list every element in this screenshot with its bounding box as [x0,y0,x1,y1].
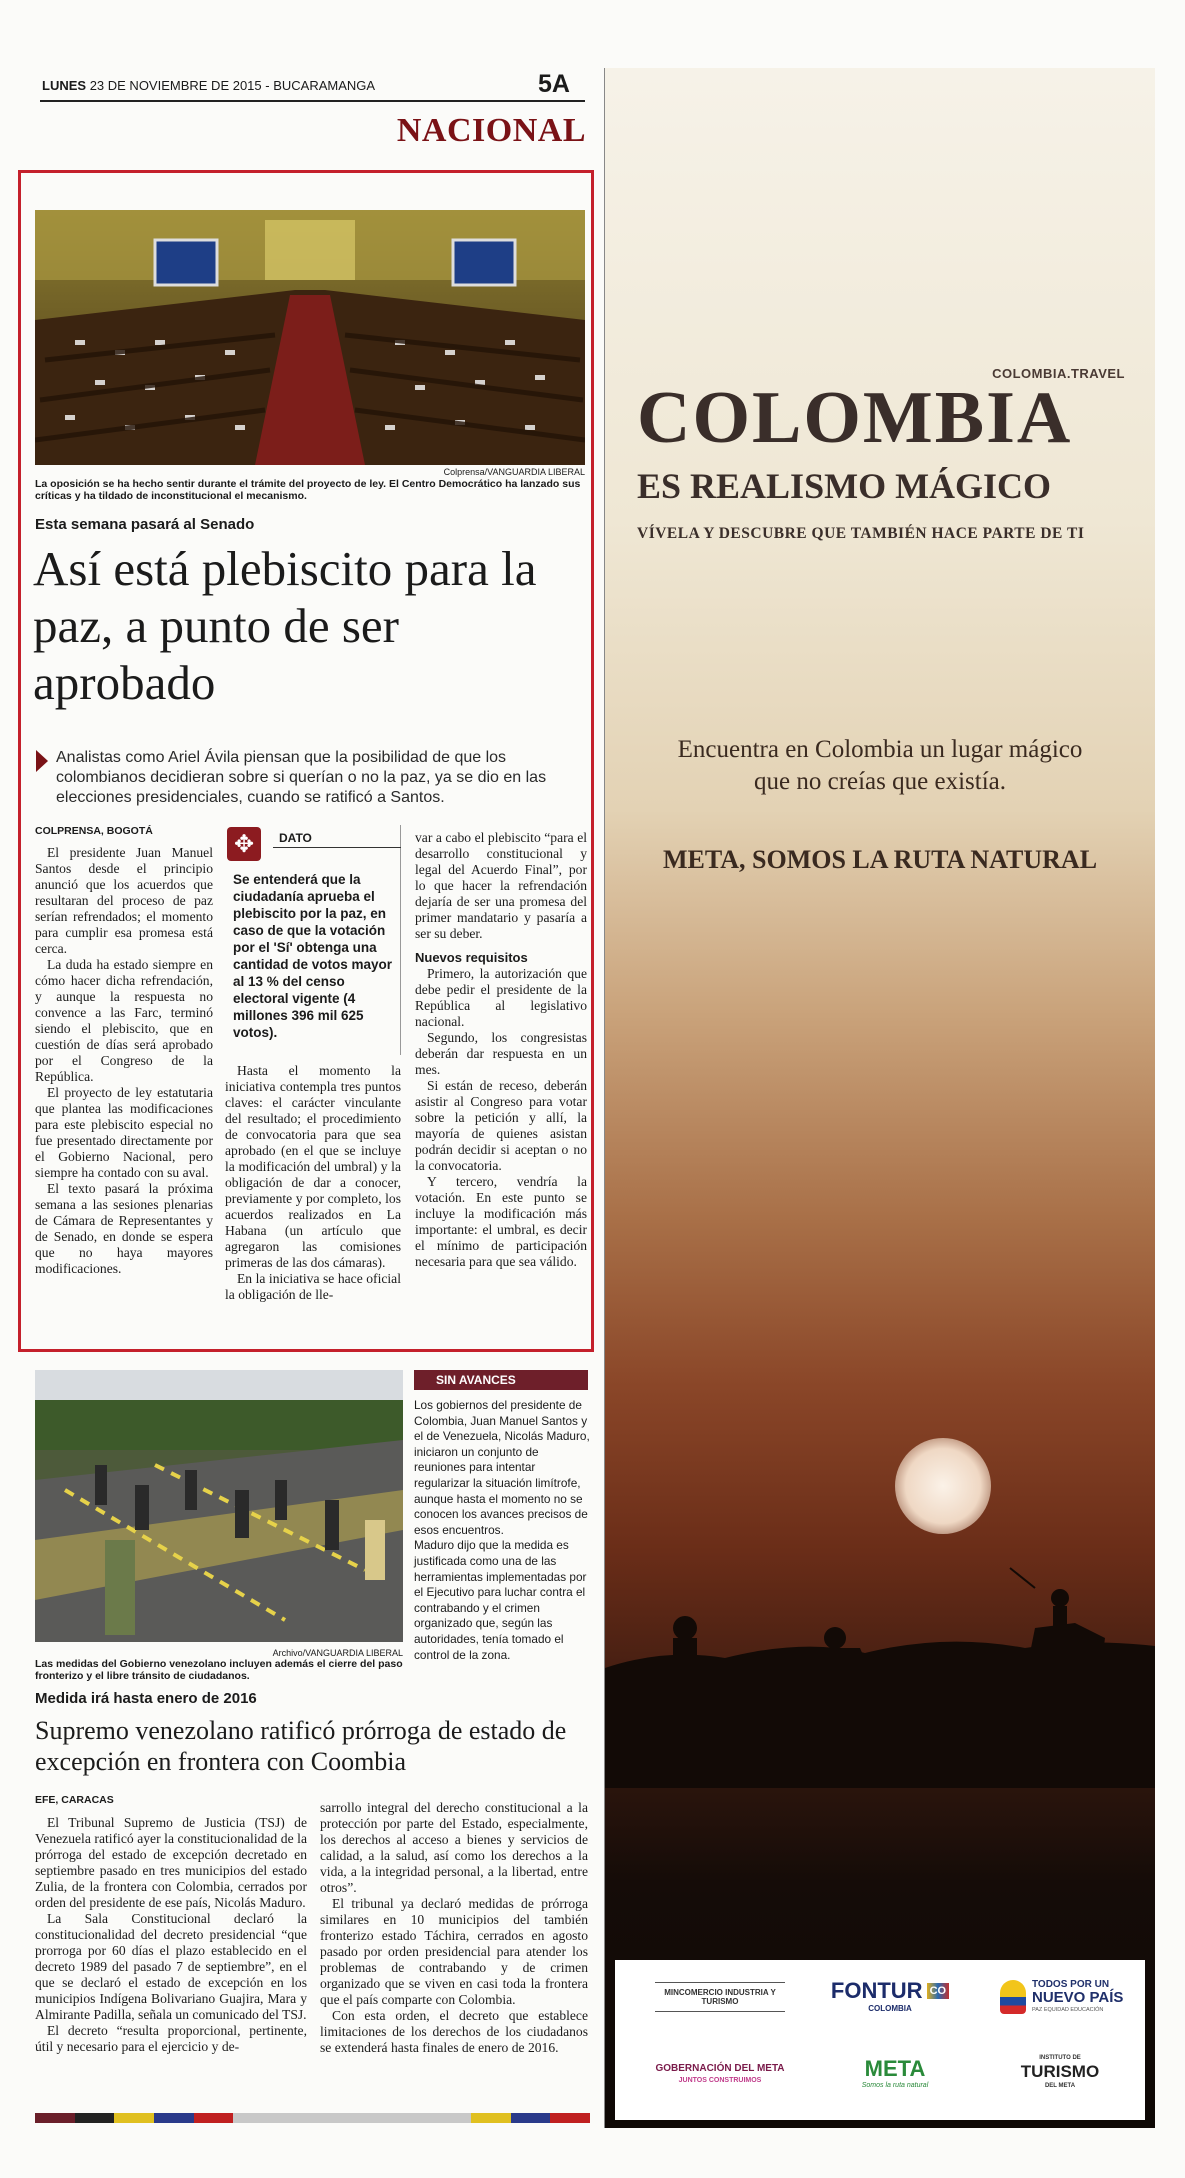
ad-tagline: VÍVELA Y DESCUBRE QUE TAMBIÉN HACE PARTE DE TI [637,525,1085,542]
story1-paragraph: En la iniciativa se hace oficial la obligación de lle- [225,1271,401,1302]
meta-logo: META Somos la ruta natural [861,2055,929,2089]
date-day: LUNES [42,78,87,93]
ad-subtitle: ES REALISMO MÁGICO [637,466,1052,506]
ad-slogan: META, SOMOS LA RUTA NATURAL [662,845,1098,874]
todos-flag-icon [1000,1980,1026,2014]
story1-byline: COLPRENSA, BOGOTÁ [35,825,153,837]
congress-photo-image [35,210,585,465]
story1-paragraph: La duda ha estado siempre en cómo hacer dicha refrendación, y aunque la respuesta no convence a las Farc, terminó siendo el plebiscito, que en cuestión de días será aprobado por el Congreso de la República. [35,957,213,1084]
story1-column-3 [415,830,587,1270]
congress-photo-credit: Colprensa/VANGUARDIA LIBERAL [443,467,585,477]
story1-column-2 [225,1063,401,1303]
colombia-ad [605,68,1155,2128]
ad-site: COLOMBIA.TRAVEL [992,366,1125,381]
story2-headline: Supremo venezolano ratificó prórroga de estado de excepción en frontera con Coombia [35,1716,567,1776]
story2-paragraph: La Sala Constitucional declaró la constitucionalidad del decreto presidencial “que prorroga por 60 días el plazo establecido en el decreto 1989 del pasado 7 de septiembre”, en el que se declaró el estado de excepción en los municipios Indígena Bolivariano Guajira, Mara y Almirante Padilla, señala un comunicado del TSJ. [35,1911,307,2022]
dato-text: Se entenderá que la ciudadanía aprueba el plebiscito por la paz, en caso de que la votación por el 'Sí' obtenga una cantidad de votos mayor al 13 % del censo electoral vigente (4 millones 396 mil 625 votos). [233,872,393,1040]
ad-logo-panel [615,1960,1145,2120]
story1-paragraph: var a cabo el plebiscito “para el desarrollo constitucional y legal del Acuerdo Final”, por lo que hacer la refrendación dejaría de ser una promesa del primer mandatario y pasaría a ser su deber. [415,830,587,941]
ad-silhouette [605,1528,1155,1788]
story2-paragraph: El tribunal ya declaró medidas de prórroga similares en 10 municipios del también fronterizo estado Táchira, cerrados en agosto pasado por orden presidencial para atender los problemas de contrabando y de crimen organizado que se viven en casi toda la frontera que el país comparte con Colombia. [320,1896,588,2007]
ad-sun [895,1438,991,1534]
story1-paragraph: Primero, la autorización que debe pedir el presidente de la República al legislativo nacional. [415,966,587,1029]
dek-arrow [36,750,48,772]
story1-column-1 [35,845,213,1277]
story2-byline: EFE, CARACAS [35,1794,114,1806]
sin-avances-text [414,1398,590,1663]
dato-box [225,825,401,1055]
footer-color-bar [35,2113,590,2123]
fontur-logo: FONTUR CO COLOMBIA [820,1974,960,2016]
congress-photo-caption: La oposición se ha hecho sentir durante el trámite del proyecto de ley. El Centro Democrático ha lanzado sus críticas y ha tildado de inconstitucional el mecanismo. [35,478,581,502]
header-rule [40,100,585,102]
story1-paragraph: El proyecto de ley estatutaria que plantea las modificaciones para este plebiscito especial no fue presentado directamente por el Gobierno Nacional, pero siempre ha contado con su aval. [35,1085,213,1180]
dato-icon: ✥ [227,827,261,861]
story2-column-2 [320,1800,588,2056]
story1-subhead: Nuevos requisitos [415,950,528,965]
story2-paragraph: El decreto “resulta proporcional, pertinente, útil y necesario para el ejercicio y de- [35,2023,307,2054]
gobernacion-meta-logo: GOBERNACIÓN DEL META JUNTOS CONSTRUIMOS [655,2062,785,2084]
story1-paragraph: Si están de receso, deberán asistir al Congreso para votar sobre la petición y allí, la mayoría de quienes asistan podrán decidir si aceptan o no la convocatoria. [415,1078,587,1173]
story1-headline: Así está plebiscito para la paz, a punto de ser aprobado [33,541,537,710]
story1-paragraph: El texto pasará la próxima semana a las sesiones plenarias de Cámara de Representantes y de Senado, en donde se espera que no haya mayores modificaciones. [35,1181,213,1276]
story1-paragraph: Y tercero, vendría la votación. En este punto se incluye la modificación más importante: el umbral, es decir el mínimo de participación necesaria para que sea válido. [415,1174,587,1269]
sidebar-paragraph: Maduro dijo que la medida es justificada como una de las herramientas implementadas por el Ejecutivo para luchar contra el contrabando y el crimen organizado que, según las autoridades, tenía tomado el control de la zona. [414,1538,587,1662]
todos-por-un-nuevo-pais-logo: TODOS POR UN NUEVO PAÍS PAZ EQUIDAD EDUCACIÓN [1000,1972,1130,2022]
story2-paragraph: El Tribunal Supremo de Justicia (TSJ) de Venezuela ratificó ayer la constitucionalidad de la prórroga del estado de excepción decretado en septiembre pasado en tres municipios del estado Zulia, de la frontera con Colombia, cerrados por orden del presidente de ese país, Nicolás Maduro. [35,1815,307,1910]
mincomercio-logo: MINCOMERCIO INDUSTRIA Y TURISMO [655,1982,785,2012]
story1-dek: Analistas como Ariel Ávila piensan que la posibilidad de que los colombianos decidieran sobre si querían o no la paz, ya se dio en las elecciones presidenciales, cuando se ratificó a Santos. [56,749,547,806]
section-title: NACIONAL [396,112,586,149]
dato-label-rule [273,847,401,848]
story2-kicker: Medida irá hasta enero de 2016 [35,1690,257,1707]
page-number: 5A [538,70,570,98]
sin-avances-label [414,1370,588,1390]
turismo-meta-logo: INSTITUTO DE TURISMO DEL META [1020,2055,1100,2089]
dato-label: DATO [279,831,312,845]
ad-body-line-2: que no creías que existía. [754,768,1006,795]
story1-paragraph: Segundo, los congresistas deberán dar respuesta en un mes. [415,1030,587,1077]
page-date-line [42,78,375,93]
sin-avances-label-text: SIN AVANCES [436,1373,516,1387]
story1-paragraph: El presidente Juan Manuel Santos desde el principio anunció que los acuerdos que resultaran del proceso de paz serían refrendados; el momento para cumplir esa promesa está cerca. [35,845,213,956]
congress-photo [35,210,585,465]
story2-paragraph: Con esta orden, el decreto que establece limitaciones de los derechos de los ciudadanos se extenderá hasta finales de enero de 2016. [320,2008,588,2055]
ad-border-left [604,68,605,2128]
story1-paragraph: Hasta el momento la iniciativa contempla tres puntos claves: el carácter vinculante del resultado; el procedimiento de convocatoria para que sea aprobado (en el que se incluye la modificación del umbral) y la obligación de dar a conocer, previamente y por completo, los acuerdos realizados en La Habana (un artículo que agregaron las comisiones primeras de las dos cámaras). [225,1063,401,1270]
date-rest: 23 DE NOVIEMBRE DE 2015 - BUCARAMANGA [89,78,376,93]
border-photo-caption: Las medidas del Gobierno venezolano incluyen además el cierre del paso fronterizo y el libre tránsito de ciudadanos. [35,1658,403,1682]
story1-kicker: Esta semana pasará al Senado [35,516,255,533]
ad-title: COLOMBIA [637,377,1073,459]
border-photo [35,1370,403,1642]
story2-column-1 [35,1815,307,2055]
border-photo-image [35,1370,403,1642]
sidebar-paragraph: Los gobiernos del presidente de Colombia, Juan Manuel Santos y el de Venezuela, Nicolás Maduro, iniciaron un conjunto de reuniones para intentar regularizar la situación limítrofe, aunque hasta el momento no se conocen los avances precisos de esos encuentros. [414,1398,590,1537]
story2-paragraph: sarrollo integral del derecho constitucional a la protección por parte del Estado, especialmente, los derechos al acceso a bienes y servicios de calidad, a la salud, así como los derechos a la vida, a la integridad personal, a la libertad, entre otros”. [320,1800,588,1895]
ad-body-line-1: Encuentra en Colombia un lugar mágico [677,736,1083,763]
border-photo-credit: Archivo/VANGUARDIA LIBERAL [272,1648,403,1658]
